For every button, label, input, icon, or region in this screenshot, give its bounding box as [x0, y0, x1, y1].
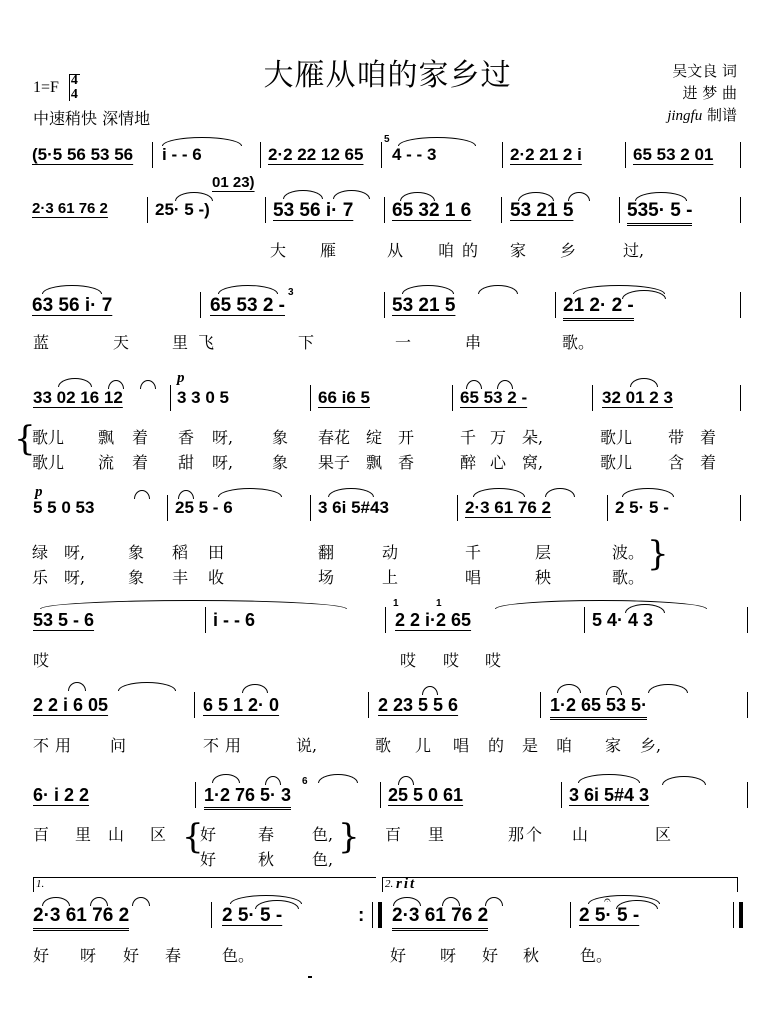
- lyric: 醉: [460, 453, 477, 472]
- lyric: 歌。: [562, 333, 595, 352]
- lyric: 唱: [465, 568, 482, 587]
- lyric: 里: [428, 825, 445, 844]
- measure: 2 5· 5 -: [579, 905, 640, 926]
- lyric: 飘: [366, 453, 383, 472]
- lyric: 流: [98, 453, 115, 472]
- lyric: 好: [390, 946, 407, 965]
- measure: 63 56 i· 7: [32, 295, 113, 316]
- lyric: 哎: [443, 651, 460, 670]
- lyric: 波。: [612, 543, 645, 562]
- lyric: 色,: [312, 850, 334, 869]
- measure: 2·3 61 76 2: [392, 905, 488, 931]
- lyric: 歌。: [612, 568, 645, 587]
- measure: 65 53 2 -: [210, 295, 285, 316]
- dynamic-piano: p: [35, 484, 43, 500]
- grace-note: 1: [436, 598, 442, 609]
- lyric: 朵,: [522, 428, 544, 447]
- lyric: 万: [490, 428, 507, 447]
- lyric: 山: [572, 825, 589, 844]
- lyric: 唱: [453, 736, 470, 755]
- verse-brace-left: {: [182, 817, 204, 857]
- measure: 2 2 i·2 65: [395, 610, 472, 630]
- lyric: 着: [132, 453, 149, 472]
- lyric: 儿: [415, 736, 432, 755]
- lyric: 收: [208, 568, 225, 587]
- lyric: 田: [208, 543, 225, 562]
- lyric: 一: [395, 333, 412, 352]
- measure: i - - 6: [213, 610, 256, 630]
- lyric: 象: [128, 568, 145, 587]
- lyric: 香: [178, 428, 195, 447]
- lyric: 心: [490, 453, 507, 472]
- lyric: 层: [535, 543, 552, 562]
- lyric: 里: [75, 825, 92, 844]
- lyric: 家: [510, 241, 527, 260]
- lyric: 乡,: [640, 736, 662, 755]
- lyric: 好: [200, 825, 217, 844]
- measure: 53 21 5: [392, 295, 456, 316]
- lyric: 哎: [400, 651, 417, 670]
- measure: 53 5 - 6: [33, 610, 95, 630]
- lyric: 区: [150, 825, 167, 844]
- measure: 535· 5 -: [627, 200, 692, 226]
- measure: 6· i 2 2: [33, 785, 90, 805]
- lyric: 蓝: [33, 333, 50, 352]
- grace-note: 3: [288, 287, 294, 298]
- lyric: 百: [33, 825, 50, 844]
- lyric: 丰: [172, 568, 189, 587]
- lyric: 着: [700, 428, 717, 447]
- lyric: 窝,: [522, 453, 544, 472]
- lyric: 乐: [32, 568, 49, 587]
- volta-second-ending: [382, 877, 738, 892]
- lyric: 呀,: [212, 453, 234, 472]
- measure: 2·2 21 2 i: [510, 145, 582, 164]
- verse-brace-right: }: [647, 534, 669, 574]
- measure: 2·2 22 12 65: [268, 145, 364, 164]
- lyric: 象: [272, 453, 289, 472]
- lyric: 好: [123, 946, 140, 965]
- lyric: 呀: [80, 946, 97, 965]
- repeat-barline: [372, 902, 382, 928]
- measure: 3 6i 5#43: [318, 498, 389, 517]
- ritardando-marking: rit: [396, 876, 417, 892]
- measure: 33 02 16 12: [33, 388, 123, 407]
- lyric: 千: [465, 543, 482, 562]
- lyric: 哎: [33, 651, 50, 670]
- lyric: 天: [113, 333, 130, 352]
- lyric: 秋: [258, 850, 275, 869]
- pickup-notes: 01 23): [212, 174, 255, 191]
- lyric: 咱的: [438, 241, 487, 260]
- measure: 2 5· 5 -: [222, 905, 283, 926]
- lyric: 翻: [318, 543, 335, 562]
- lyric: 色。: [580, 946, 613, 965]
- key-signature: [33, 74, 78, 102]
- lyric: 带: [668, 428, 685, 447]
- measure: 25 5 - 6: [175, 498, 233, 517]
- lyric: 过,: [623, 241, 645, 260]
- measure: 5 5 0 53: [33, 498, 95, 517]
- lyric: 不用: [203, 736, 248, 755]
- lyric: 绽: [366, 428, 383, 447]
- measure: 4 - - 3: [392, 145, 437, 164]
- lyric: 哎: [485, 651, 502, 670]
- grace-note: 1: [393, 598, 399, 609]
- lyric: 飘: [98, 428, 115, 447]
- lyric: 乡: [560, 241, 577, 260]
- lyric: 上: [382, 568, 399, 587]
- lyric: 从: [387, 241, 404, 260]
- lyric: 好: [200, 850, 217, 869]
- measure: 65 53 2 01: [633, 145, 714, 164]
- song-title: 大雁从咱的家乡过: [263, 58, 512, 93]
- measure: 66 i6 5: [318, 388, 370, 407]
- measure: 2·3 61 76 2: [32, 200, 108, 217]
- measure: 2·3 61 76 2: [33, 905, 129, 931]
- measure: 6 5 1 2· 0: [203, 695, 280, 715]
- measure: 53 56 i· 7: [273, 200, 354, 221]
- lyric: 山: [108, 825, 125, 844]
- lyric: 说,: [296, 736, 318, 755]
- measure: 53 21 5: [510, 200, 574, 221]
- lyric: 果子: [318, 453, 351, 472]
- lyric: 百: [385, 825, 402, 844]
- key-text: 1=F: [33, 79, 59, 96]
- measure: 5 4· 4 3: [592, 610, 654, 630]
- verse-brace-left: {: [14, 419, 36, 459]
- measure: 2 23 5 5 6: [378, 695, 459, 715]
- lyric: 的: [488, 736, 505, 755]
- lyric: 春: [258, 825, 275, 844]
- lyric: 春: [165, 946, 182, 965]
- lyric: 春花: [318, 428, 351, 447]
- transcriber-suffix: 制谱: [706, 106, 737, 124]
- volta-label: 2.: [385, 878, 394, 890]
- lyric: 好: [482, 946, 499, 965]
- measure: 1·2 76 5· 3: [204, 785, 291, 810]
- lyric: 问: [110, 736, 127, 755]
- lyric: 千: [460, 428, 477, 447]
- lyric: 着: [700, 453, 717, 472]
- lyric: 含: [668, 453, 685, 472]
- verse-brace-right: }: [338, 817, 360, 857]
- lyric: 下: [298, 333, 315, 352]
- lyric: 家: [605, 736, 622, 755]
- lyric: 歌儿: [600, 428, 633, 447]
- lyric: 场: [318, 568, 335, 587]
- fermata-icon: 𝄐: [604, 893, 611, 907]
- grace-note: 6: [302, 776, 308, 787]
- measure: 65 53 2 -: [460, 388, 528, 407]
- lyric: 咱: [556, 736, 573, 755]
- lyric: 雁: [320, 241, 337, 260]
- time-signature-top: 4: [70, 73, 78, 88]
- lyric: 歌儿: [32, 453, 65, 472]
- time-signature-bottom: 4: [70, 87, 78, 102]
- lyric: 大: [270, 241, 287, 260]
- lyric: 是: [522, 736, 539, 755]
- transcriber: [667, 104, 737, 127]
- measure: 2·3 61 76 2: [465, 498, 552, 517]
- credits: [667, 60, 737, 127]
- lyric: 歌儿: [600, 453, 633, 472]
- lyric: 呀: [440, 946, 457, 965]
- lyric: 那个: [508, 825, 545, 844]
- lyric: 呀,: [64, 543, 86, 562]
- repeat-dots: :: [358, 905, 365, 926]
- measure: 3 6i 5#4 3: [569, 785, 650, 805]
- lyric: 秧: [535, 568, 552, 587]
- measure: i - - 6: [162, 145, 202, 164]
- measure: 2 5· 5 -: [615, 498, 669, 517]
- lyric: 着: [132, 428, 149, 447]
- lyric: 绿: [32, 543, 49, 562]
- measure: 3 3 0 5: [177, 388, 229, 407]
- lyric: 象: [272, 428, 289, 447]
- measure: (5·5 56 53 56: [32, 145, 134, 164]
- measure: 32 01 2 3: [602, 388, 673, 407]
- lyric: 动: [382, 543, 399, 562]
- lyric: 好: [33, 946, 50, 965]
- lyric: 象: [128, 543, 145, 562]
- grace-note: 5: [384, 134, 390, 145]
- final-barline: [733, 902, 743, 928]
- measure: 1·2 65 53 5·: [550, 695, 647, 720]
- measure: 21 2· 2 -: [563, 295, 634, 321]
- lyric: 开: [398, 428, 415, 447]
- composer: 进 梦 曲: [682, 84, 737, 102]
- volta-first-ending: [33, 877, 376, 892]
- stray-mark: [308, 976, 312, 978]
- transcriber-name: jingfu: [667, 108, 703, 124]
- measure: 25· 5 -): [155, 200, 210, 219]
- time-signature: [71, 74, 78, 102]
- lyric: 不用: [33, 736, 78, 755]
- lyricist: 吴文良 词: [672, 62, 737, 80]
- lyric: 稻: [172, 543, 189, 562]
- lyric: 里飞: [172, 333, 225, 352]
- lyric: 歌: [375, 736, 392, 755]
- lyric: 秋: [523, 946, 540, 965]
- tempo-marking: 中速稍快 深情地: [33, 109, 151, 128]
- lyric: 呀,: [64, 568, 86, 587]
- lyric: 甜: [178, 453, 195, 472]
- lyric: 歌儿: [32, 428, 65, 447]
- lyric: 区: [655, 825, 672, 844]
- volta-label: 1.: [36, 878, 45, 890]
- lyric: 色,: [312, 825, 334, 844]
- lyric: 呀,: [212, 428, 234, 447]
- measure: 2 2 i 6 05: [33, 695, 109, 715]
- dynamic-piano: p: [177, 370, 185, 386]
- lyric: 香: [398, 453, 415, 472]
- measure: 25 5 0 61: [388, 785, 464, 805]
- measure: 65 32 1 6: [392, 200, 472, 221]
- lyric: 串: [465, 333, 482, 352]
- lyric: 色。: [222, 946, 255, 965]
